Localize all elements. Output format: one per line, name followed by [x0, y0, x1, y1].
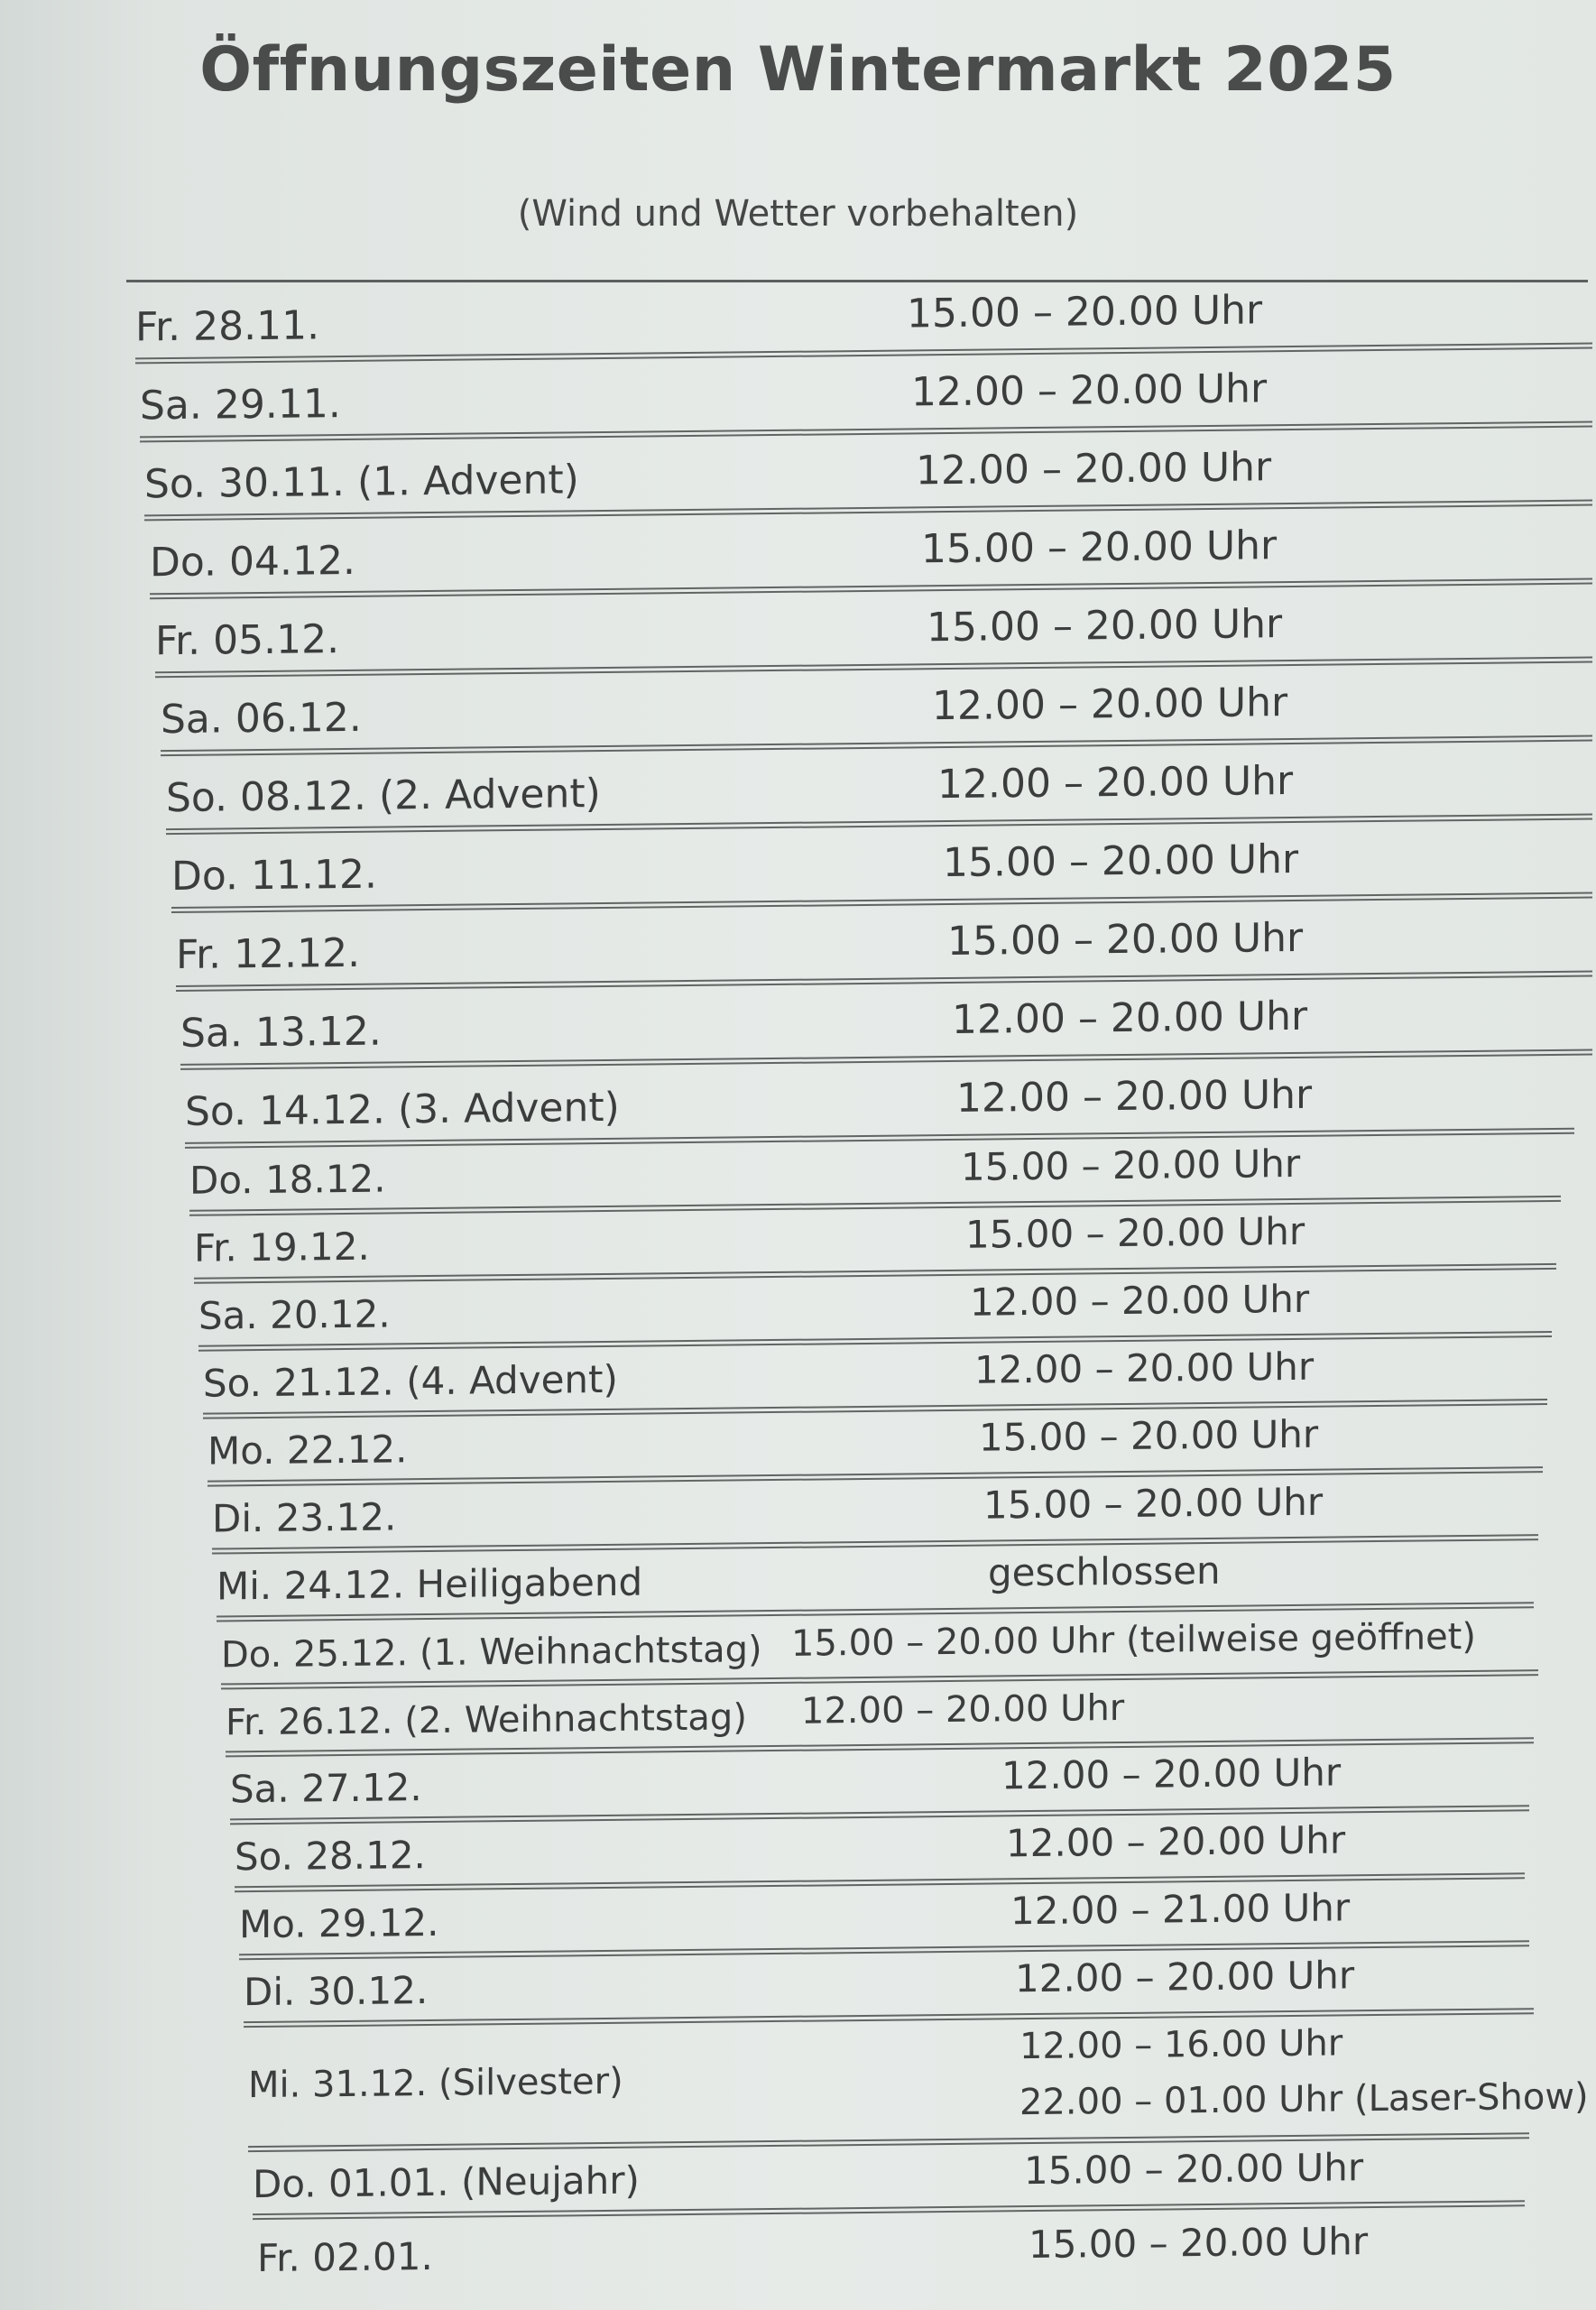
row-day: Fr. 19.12.	[194, 1224, 370, 1270]
row-time: 12.00 – 20.00 Uhr	[956, 1071, 1313, 1122]
page-subtitle: (Wind und Wetter vorbehalten)	[517, 193, 1079, 235]
row-day: So. 30.11. (1. Advent)	[144, 457, 579, 508]
row-day: Mo. 22.12.	[208, 1427, 408, 1474]
row-day: Sa. 13.12.	[180, 1008, 382, 1057]
row-time: 12.00 – 20.00 Uhr	[937, 757, 1294, 808]
schedule-row	[171, 820, 1592, 913]
row-time: 15.00 – 20.00 Uhr	[1029, 2219, 1369, 2268]
row-time: 12.00 – 20.00 Uhr	[1001, 1750, 1342, 1798]
row-time: 12.00 – 20.00 Uhr	[970, 1276, 1310, 1325]
row-time: 15.00 – 20.00 Uhr	[965, 1208, 1305, 1257]
row-day: Do. 18.12.	[189, 1156, 386, 1203]
row-time: 12.00 – 20.00 Uhr	[801, 1686, 1125, 1732]
row-day: Do. 01.01. (Neujahr)	[253, 2158, 640, 2207]
row-day: Di. 23.12.	[212, 1494, 397, 1541]
schedule-row	[150, 506, 1592, 600]
row-day: So. 28.12.	[235, 1833, 426, 1880]
schedule-row	[161, 663, 1592, 757]
row-day: Mo. 29.12.	[239, 1899, 439, 1947]
schedule-row	[180, 977, 1592, 1070]
row-time: 15.00 – 20.00 Uhr	[943, 836, 1299, 887]
row-day: So. 08.12. (2. Advent)	[166, 771, 601, 822]
row-day: Mi. 31.12. (Silvester)	[248, 2060, 623, 2107]
row-time: 12.00 – 20.00 Uhr	[916, 444, 1272, 494]
schedule-row	[257, 2206, 1520, 2287]
row-day: Fr. 26.12. (2. Weihnachtstag)	[226, 1696, 747, 1744]
row-time: 15.00 – 20.00 Uhr	[961, 1141, 1301, 1189]
row-day: So. 14.12. (3. Advent)	[185, 1084, 620, 1135]
schedule-table	[0, 270, 1596, 2290]
row-time: 15.00 – 20.00 Uhr	[1024, 2145, 1364, 2194]
row-time-secondary: 22.00 – 01.00 Uhr (Laser-Show)	[1019, 2075, 1589, 2124]
schedule-row	[155, 585, 1592, 679]
schedule-row	[248, 2014, 1589, 2152]
row-time: 12.00 – 20.00 Uhr	[932, 679, 1288, 730]
row-day: Sa. 06.12.	[161, 694, 362, 744]
row-time: 12.00 – 20.00 Uhr	[1015, 1953, 1355, 2001]
row-time-group	[1019, 2013, 1589, 2131]
row-day: Sa. 27.12.	[230, 1765, 422, 1812]
row-time: 12.00 – 20.00 Uhr	[974, 1344, 1315, 1392]
schedule-row	[135, 271, 1592, 365]
row-time: 15.00 – 20.00 Uhr	[983, 1479, 1324, 1528]
row-day: Do. 11.12.	[171, 851, 377, 901]
row-day: Sa. 20.12.	[198, 1291, 391, 1338]
row-time: 12.00 – 16.00 Uhr	[1019, 2022, 1343, 2068]
row-time: 15.00 – 20.00 Uhr (teilweise geöffnet)	[791, 1615, 1476, 1665]
row-day: Fr. 12.12.	[176, 929, 361, 978]
row-day: Di. 30.12.	[244, 1968, 429, 2015]
schedule-row	[140, 349, 1592, 443]
row-day: Mi. 24.12. Heiligabend	[217, 1559, 643, 1609]
row-day: Fr. 28.11.	[135, 302, 320, 351]
row-time: 12.00 – 20.00 Uhr	[952, 993, 1308, 1043]
row-day: Fr. 02.01.	[257, 2233, 433, 2281]
row-day: So. 21.12. (4. Advent)	[203, 1356, 618, 1406]
row-time: 15.00 – 20.00 Uhr	[947, 914, 1304, 966]
schedule-row	[144, 428, 1592, 522]
row-day: Do. 25.12. (1. Weihnachtstag)	[221, 1629, 762, 1677]
row-time: 15.00 – 20.00 Uhr	[907, 287, 1263, 337]
row-time: 15.00 – 20.00 Uhr	[927, 601, 1283, 651]
page-title: Öffnungszeiten Wintermarkt 2025	[199, 34, 1397, 106]
row-time: 15.00 – 20.00 Uhr	[979, 1411, 1319, 1460]
row-time: 15.00 – 20.00 Uhr	[921, 522, 1278, 573]
row-day: Fr. 05.12.	[155, 616, 340, 665]
row-time: geschlossen	[988, 1548, 1221, 1595]
row-time: 12.00 – 20.00 Uhr	[911, 365, 1268, 416]
schedule-row	[176, 899, 1592, 992]
row-time: 12.00 – 21.00 Uhr	[1010, 1885, 1351, 1934]
row-time: 12.00 – 20.00 Uhr	[1006, 1817, 1346, 1866]
row-day: Sa. 29.11.	[140, 381, 341, 430]
row-day: Do. 04.12.	[150, 537, 355, 587]
schedule-row	[166, 742, 1592, 836]
schedule-row	[185, 1056, 1574, 1149]
